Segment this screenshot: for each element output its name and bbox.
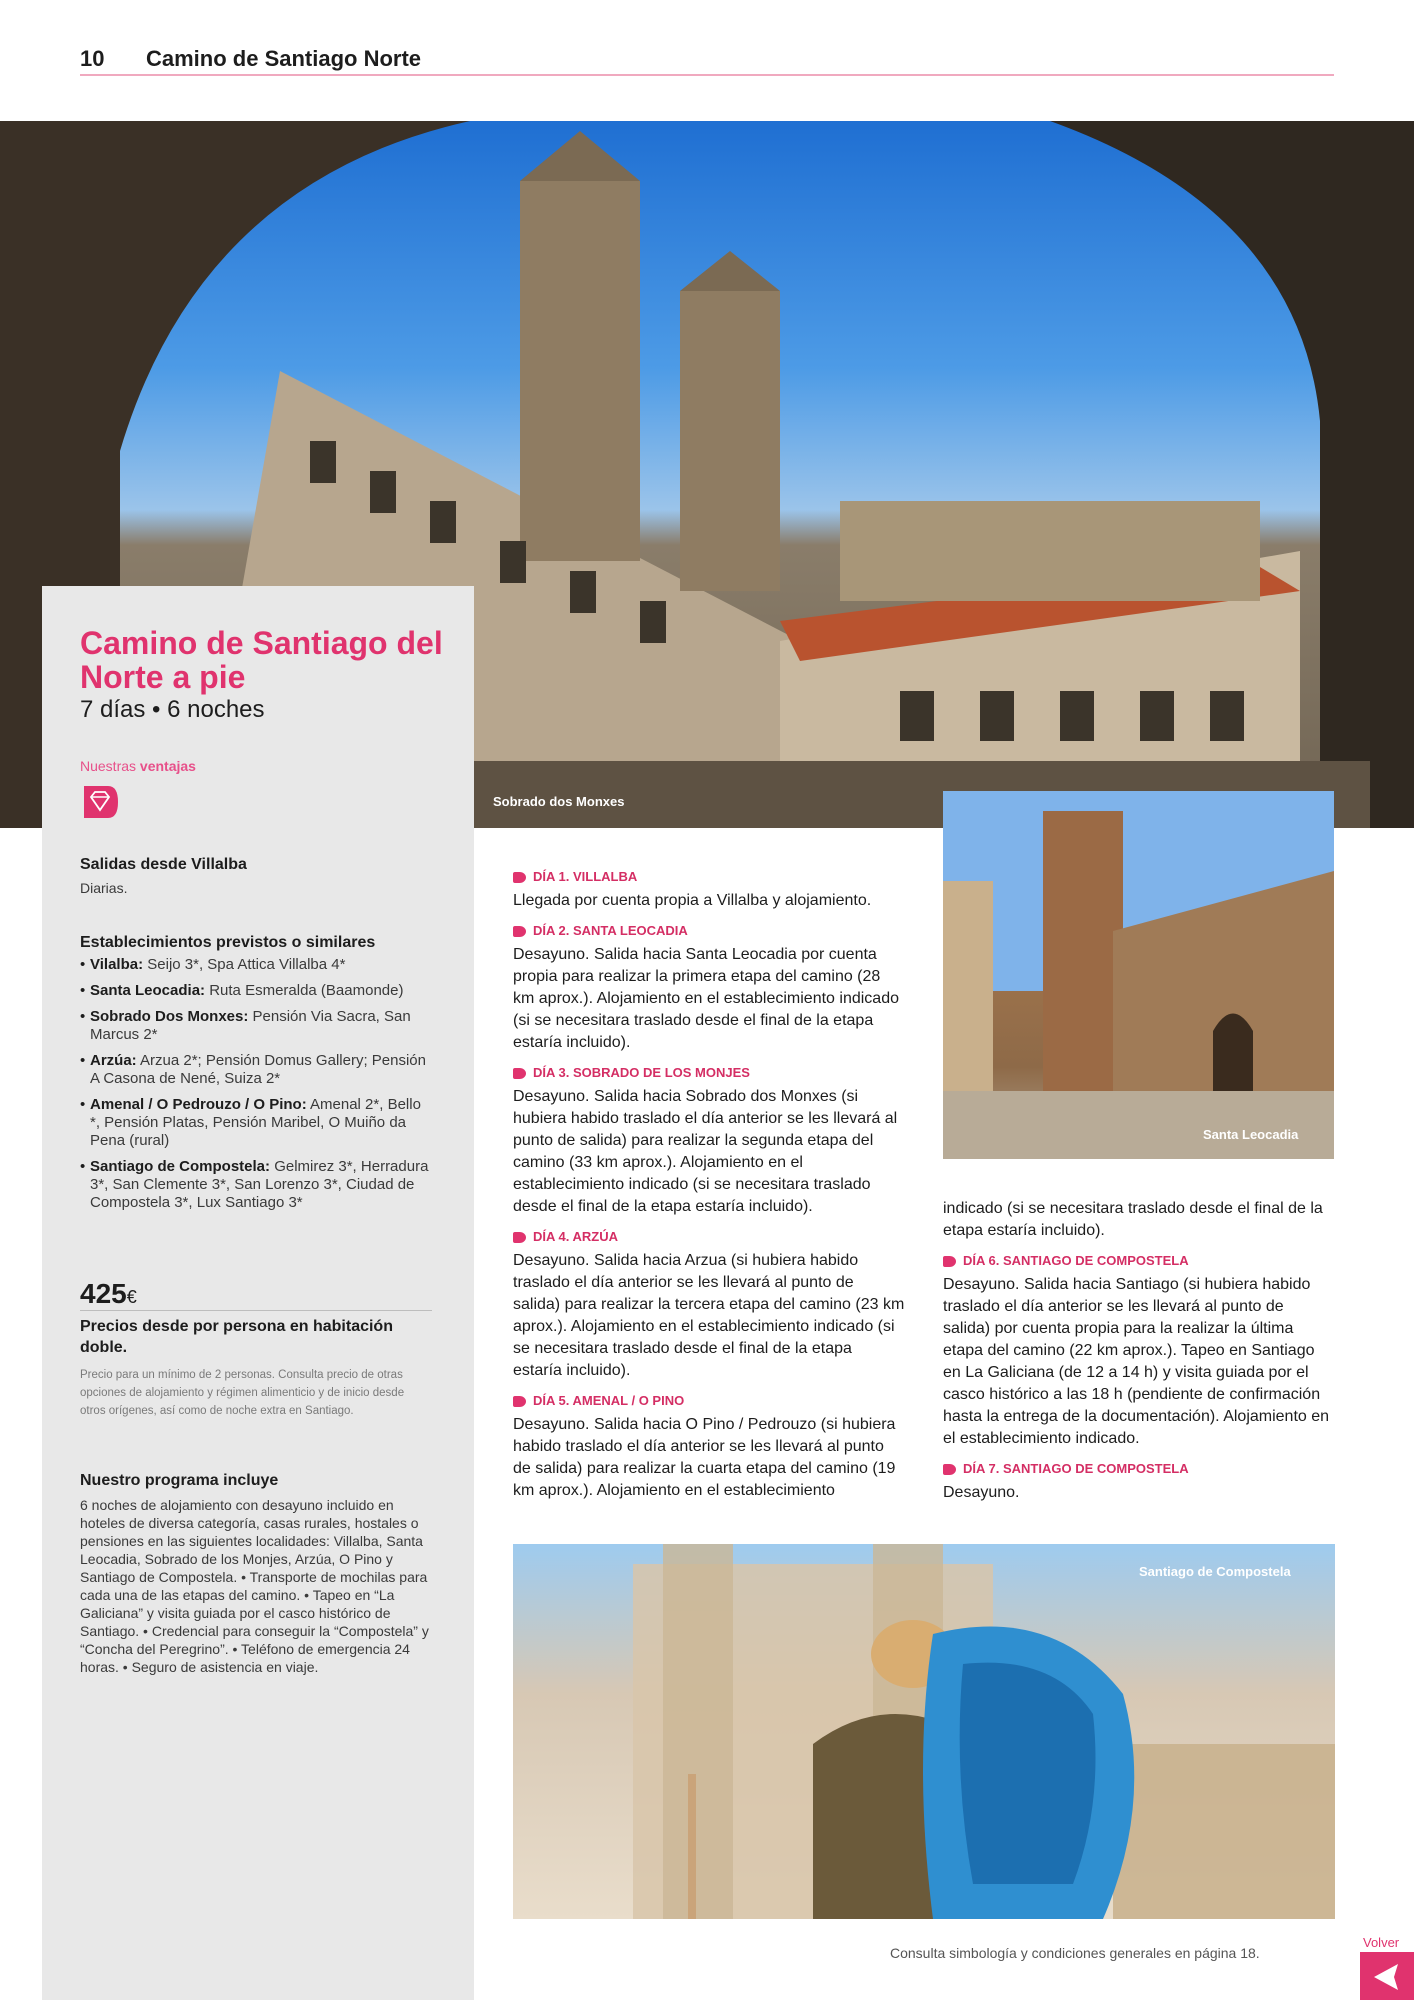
day-text: Desayuno. Salida hacia O Pino / Pedrouzo (si hubiera habido traslado el día anterior se les llevará al punto de salida) para realizar la cuarta etapa del camino (19 km aprox.). Alojamiento en el establecimiento [513,1416,896,1499]
footer-note: Consulta simbología y condiciones generales en página 18. [890,1945,1260,1961]
trip-duration: 7 días • 6 noches [80,696,265,723]
back-button[interactable] [1360,1952,1414,2000]
departures-text: Diarias. [80,880,128,896]
hotel-item: • Santa Leocadia: Ruta Esmeralda (Baamonde) [80,982,432,1000]
day-text-continuation: indicado (si se necesitara traslado desde el final de la etapa estaría incluido). [943,1200,1323,1239]
day-text: Desayuno. [943,1484,1020,1501]
day-text: Llegada por cuenta propia a Villalba y alojamiento. [513,892,872,909]
departures-heading: Salidas desde Villalba [80,856,247,873]
price-heading: Precios desde por persona en habitación doble. [80,1318,393,1356]
day-text: Desayuno. Salida hacia Santa Leocadia por cuenta propia para realizar la primera etapa del camino (28 km aprox.). Alojamiento en el establecimiento indicado (si se necesitara traslado desde el final de la etapa estaría incluido). [513,946,899,1051]
day-text: Desayuno. Salida hacia Arzua (si hubiera habido traslado el día anterior se les llevará al punto de salida) para realizar la tercera etapa del camino (23 km aprox.). Alojamiento en el establecimiento indicado (si se necesitara traslado desde el final de la etapa estaría incluido). [513,1252,905,1379]
hotel-item: • Sobrado Dos Monxes: Pensión Via Sacra, San Marcus 2* [80,1008,432,1044]
itinerary-column-2 [943,1198,1334,1504]
advantages-strong: ventajas [139,758,196,774]
price-divider [80,1310,432,1311]
day-heading: DÍA 2. SANTA LEOCADIA [513,920,905,942]
hotels-heading: Establecimientos previstos o similares [80,934,376,951]
day-marker-icon [513,1232,526,1243]
trip-title: Camino de Santiago del Norte a pie [80,625,443,695]
day-text: Desayuno. Salida hacia Sobrado dos Monxes (si hubiera habido traslado el día anterior se les llevará al punto de salida) para realizar la segunda etapa del camino (33 km aprox.). Alojamiento en el establecimiento indicado (si se necesitara traslado desde el final de la etapa estaría incluido). [513,1088,898,1215]
price: 425€ [80,1278,137,1309]
day-marker-icon [513,926,526,937]
photo-santa-leocadia [943,791,1334,1159]
day-marker-icon [513,872,526,883]
page-number: 10 [80,46,105,71]
hotel-item: • Amenal / O Pedrouzo / O Pino: Amenal 2*, Bello *, Pensión Platas, Pensión Maribel, O Muiño da Pena (rural) [80,1096,432,1150]
day-marker-icon [943,1464,956,1475]
hero-caption: Sobrado dos Monxes [493,794,625,809]
day-heading: DÍA 1. VILLALBA [513,866,905,888]
day-marker-icon [513,1396,526,1407]
back-arrow-icon [1360,1952,1414,2000]
advantages-prefix: Nuestras [80,758,137,774]
diamond-badge-icon [80,782,120,822]
page-header [80,44,1334,76]
day-heading: DÍA 6. SANTIAGO DE COMPOSTELA [943,1250,1334,1272]
photo-santiago-compostela [513,1544,1335,1919]
day-marker-icon [943,1256,956,1267]
leocadia-illustration [943,791,1334,1159]
itinerary-column-1 [513,866,905,1502]
day-heading: DÍA 7. SANTIAGO DE COMPOSTELA [943,1458,1334,1480]
compostela-illustration [513,1544,1335,1919]
advantages-label [80,758,196,774]
day-heading: DÍA 5. AMENAL / O PINO [513,1390,905,1412]
day-text: Desayuno. Salida hacia Santiago (si hubiera habido traslado el día anterior se les llevará al punto de salida) por cuenta propia para la realizar la última etapa del camino (22 km aprox.). Tapeo en Santiago en La Galiciana (de 12 a 14 h) y visita guiada por el casco histórico a las 18 h (pendiente de confirmación hasta la entrega de la documentación). Alojamiento en el establecimiento indicado. [943,1276,1330,1447]
hotel-item: • Santiago de Compostela: Gelmirez 3*, Herradura 3*, San Clemente 3*, San Lorenzo 3*, Ciudad de Compostela 3*, Lux Santiago 3* [80,1158,432,1212]
trip-summary-panel [42,586,474,2000]
program-heading: Nuestro programa incluye [80,1472,279,1489]
day-heading: DÍA 3. SOBRADO DE LOS MONJES [513,1062,905,1084]
program-text: 6 noches de alojamiento con desayuno incluido en hoteles de diversa categoría, casas rurales, hostales o pensiones en las siguientes localidades: Villalba, Santa Leocadia, Sobrado de los Monjes, Arzúa, O Pino y Santiago de Compostela. • Transporte de mochilas para cada una de las etapas del camino. • Tapeo en “La Galiciana” y visita guiada por el casco histórico de Santiago. • Credencial para conseguir la “Compostela” y “Concha del Peregrino”. • Teléfono de emergencia 24 horas. • Seguro de asistencia en viaje. [80,1497,429,1675]
hotels-list [80,956,432,1220]
hotel-item: • Arzúa: Arzua 2*; Pensión Domus Gallery; Pensión A Casona de Nené, Suiza 2* [80,1052,432,1088]
back-label: Volver [1363,1935,1400,1950]
day-heading: DÍA 4. ARZÚA [513,1226,905,1248]
hotel-item: • Vilalba: Seijo 3*, Spa Attica Villalba 4* [80,956,432,974]
price-note: Precio para un mínimo de 2 personas. Consulta precio de otras opciones de alojamiento y régimen alimenticio y de inicio desde otros orígenes, así como de noche extra en Santiago. [80,1369,405,1417]
leocadia-caption: Santa Leocadia [1203,1127,1299,1142]
compostela-caption: Santiago de Compostela [1139,1564,1291,1579]
day-marker-icon [513,1068,526,1079]
page-title: Camino de Santiago Norte [146,46,422,71]
